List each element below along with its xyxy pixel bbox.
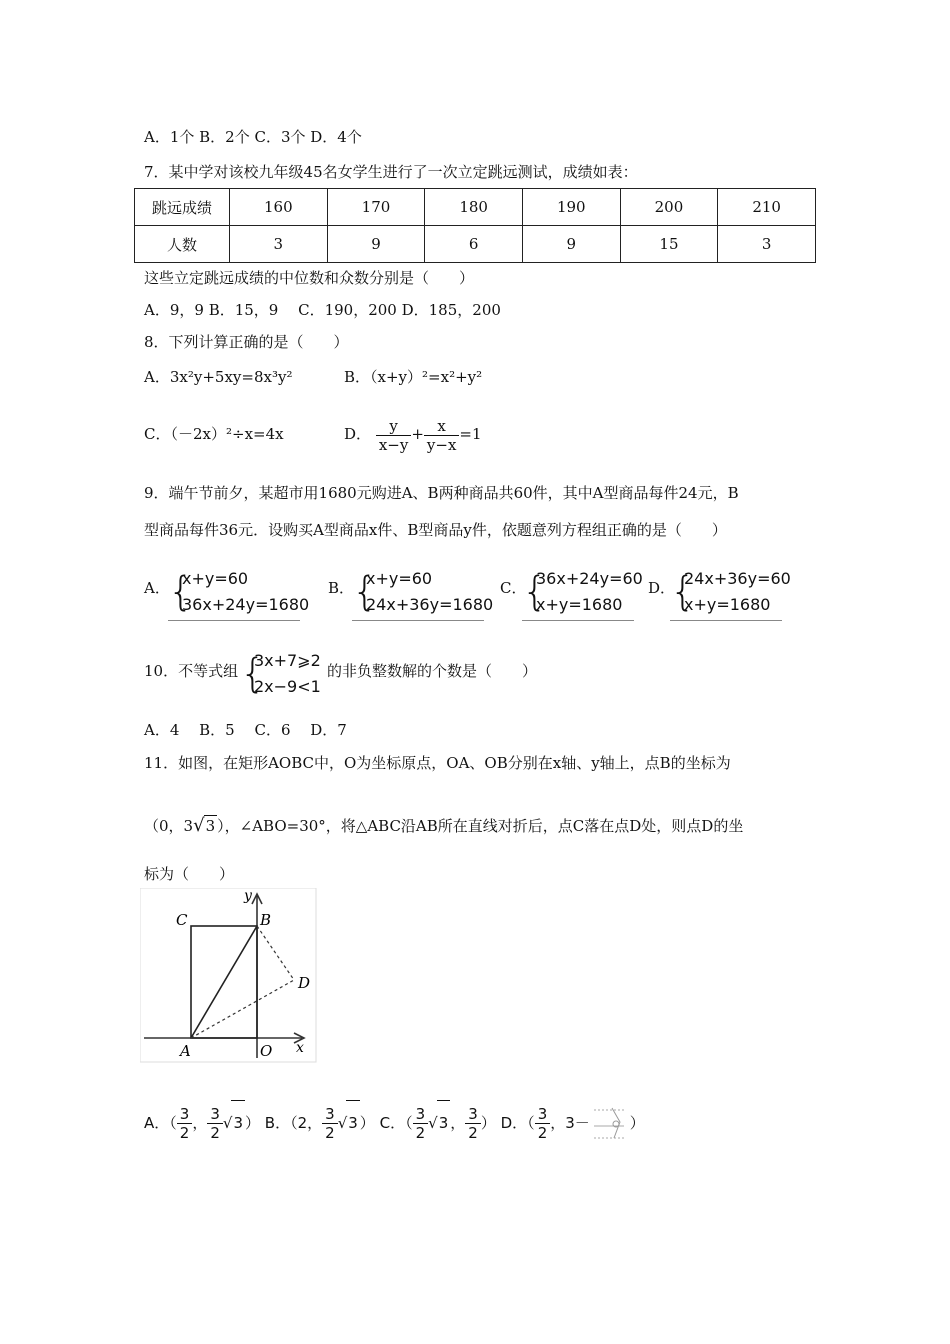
brace-icon: { (240, 651, 266, 697)
q9-label-c: C． (500, 579, 527, 597)
table-cell: 190 (522, 189, 620, 226)
q9-label-d: D． (648, 579, 676, 597)
option-label: C． (144, 425, 171, 443)
brace-icon: { (522, 569, 548, 615)
q7-options: A．9，9 B．15，9 C．190，200 D．185，200 (144, 301, 501, 319)
q9-line1: 9．端午节前夕，某超市用1680元购进A、B两种商品共60件，其中A型商品每件24元，B (144, 484, 739, 502)
sqrt-icon: √ (337, 1114, 348, 1132)
q9-label-b: B． (328, 579, 355, 597)
table-cell: 9 (522, 226, 620, 263)
label-b: B (260, 911, 272, 929)
table-cell: 200 (620, 189, 718, 226)
table-cell: 160 (230, 189, 328, 226)
math-expression: 3x²y+5xy=8x³y² (169, 368, 293, 386)
label-y: y (244, 888, 252, 904)
label-o: O (260, 1042, 273, 1060)
q11-line1: 11．如图，在矩形AOBC中，O为坐标原点，OA、OB分别在x轴、y轴上，点B的坐标为 (144, 754, 731, 772)
table-cell: 6 (425, 226, 523, 263)
table-row (135, 226, 816, 263)
table-cell: 210 (718, 189, 816, 226)
sqrt-icon: √ (193, 815, 205, 836)
fraction: $\frac{x}{y-x}$ (424, 417, 460, 454)
math-expression: （－2x）²÷x=4x (170, 425, 284, 443)
label-x: x (296, 1040, 304, 1056)
sqrt-icon: √ (428, 1114, 438, 1132)
table-cell: 3 (230, 226, 328, 263)
table-header-cell: 人数 (135, 226, 230, 263)
label-d: D (298, 974, 311, 992)
math-expression: （x+y）²=x²+y² (370, 368, 483, 386)
brace-icon: { (670, 569, 696, 615)
fraction: $\frac{3}{2}$ (207, 1105, 223, 1142)
q8-option-c (144, 424, 284, 444)
segment-ab (191, 926, 257, 1038)
broken-formula-icon (590, 1104, 630, 1144)
option-label: D． (344, 425, 372, 443)
option-label: A． (144, 368, 170, 386)
q10-suffix: 的非负整数解的个数是（ ） (327, 662, 538, 680)
q10-prefix: 10．不等式组 (144, 662, 239, 680)
brace-icon: { (168, 569, 194, 615)
option-label: B． (344, 368, 371, 386)
table-header-cell: 跳远成绩 (135, 189, 230, 226)
q7-stem: 7．某中学对该校九年级45名女学生进行了一次立定跳远测试，成绩如表： (144, 163, 638, 181)
q10-options: A．4 B．5 C．6 D．7 (144, 721, 347, 739)
table-row (135, 189, 816, 226)
table-cell: 9 (327, 226, 425, 263)
table-cell: 170 (327, 189, 425, 226)
q8-option-d: D． $\frac{y}{x-y}$ + $\frac{x}{y-x}$ =1 (344, 416, 482, 454)
fraction: $\frac{3}{2}$ (177, 1105, 193, 1142)
q8-option-a (144, 367, 292, 387)
fraction: $\frac{3}{2}$ (465, 1105, 481, 1142)
segment-ad (191, 980, 294, 1038)
sqrt-icon: √ (222, 1114, 233, 1132)
q11-line2: （0，3√3 ），∠ABO=30°，将△ABC沿AB所在直线对折后，点C落在点D处，则点D的坐 (144, 815, 744, 836)
q8-option-b (344, 367, 482, 387)
q11-line3: 标为（ ） (144, 865, 235, 883)
brace-icon: { (352, 569, 378, 615)
q9-line2: 型商品每件36元．设购买A型商品x件、B型商品y件，依题意列方程组正确的是（ ） (144, 521, 727, 539)
label-c: C (176, 911, 188, 929)
q8-stem: 8．下列计算正确的是（ ） (144, 333, 349, 351)
table-cell: 180 (425, 189, 523, 226)
table-cell: 15 (620, 226, 718, 263)
label-a: A (180, 1042, 191, 1060)
q9-label-a: A． (144, 579, 170, 597)
segment-bd (257, 926, 294, 980)
q11-options: A．（ $\frac{3}{2}$ ， $\frac{3}{2}$ √3 ） B．（2， $\frac{3}{2}$ √3 ） C．（ $\frac{3}{2}$ √3 ， $\frac{3}{2}$ ） D．（ $\frac{3}{2}$ ，3－ ） (144, 1100, 645, 1145)
table-cell: 3 (718, 226, 816, 263)
fraction: $\frac{3}{2}$ (413, 1105, 429, 1142)
q11-figure (140, 888, 320, 1064)
q6-options: A．1个 B．2个 C．3个 D．4个 (144, 128, 362, 146)
score-table (134, 188, 816, 263)
q7-question: 这些立定跳远成绩的中位数和众数分别是（ ） (144, 269, 475, 287)
fraction: $\frac{3}{2}$ (535, 1105, 551, 1142)
fraction: $\frac{3}{2}$ (322, 1105, 338, 1142)
fraction: $\frac{y}{x-y}$ (376, 417, 412, 454)
